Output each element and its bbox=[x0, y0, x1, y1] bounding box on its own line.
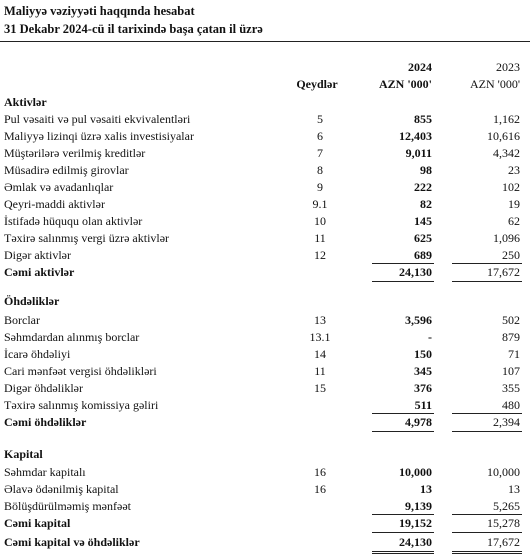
row-label: Digər aktivlər bbox=[4, 248, 71, 262]
row-value-2023: 5,265 bbox=[493, 499, 520, 513]
total-value-2024: 24,130 bbox=[399, 265, 432, 279]
row-note: 9 bbox=[317, 180, 323, 194]
row-value-2023: 879 bbox=[502, 330, 520, 344]
table-row bbox=[0, 398, 530, 415]
col-notes-header: Qeydlər bbox=[296, 77, 338, 91]
subtotal-rule bbox=[372, 532, 434, 533]
subtotal-rule bbox=[372, 514, 434, 515]
row-label: İcarə öhdəliyi bbox=[4, 347, 71, 361]
total-row bbox=[0, 265, 530, 282]
row-value-2023: 4,342 bbox=[493, 146, 520, 160]
row-note: 16 bbox=[314, 482, 326, 496]
grand-total-rule bbox=[452, 551, 522, 552]
row-value-2023: 102 bbox=[502, 180, 520, 194]
col-2024-unit: AZN '000' bbox=[378, 77, 432, 91]
row-value-2024: 13 bbox=[420, 482, 432, 496]
row-value-2023: 1,096 bbox=[493, 231, 520, 245]
total-label: Cəmi kapital bbox=[4, 516, 71, 530]
grand-total-rule bbox=[372, 553, 434, 554]
grand-total-rule bbox=[452, 553, 522, 554]
table-row bbox=[0, 482, 530, 499]
table-row bbox=[0, 499, 530, 516]
row-value-2024: 376 bbox=[414, 381, 432, 395]
subtotal-rule bbox=[452, 514, 522, 515]
col-2023-unit: AZN '000' bbox=[470, 77, 520, 91]
subtotal-rule bbox=[372, 263, 434, 264]
total-value-2023: 2,394 bbox=[493, 415, 520, 429]
row-note: 7 bbox=[317, 146, 323, 160]
grand-total-row bbox=[0, 535, 530, 552]
row-note: 13.1 bbox=[309, 330, 331, 344]
total-label: Cəmi aktivlər bbox=[4, 265, 75, 279]
row-value-2023: 10,000 bbox=[487, 465, 520, 479]
row-label: Bölüşdürülməmiş mənfəət bbox=[4, 499, 131, 513]
row-note: 5 bbox=[317, 112, 323, 126]
row-value-2023: 19 bbox=[508, 197, 520, 211]
row-value-2024: 222 bbox=[414, 180, 432, 194]
table-row bbox=[0, 231, 530, 248]
total-rule bbox=[452, 431, 522, 432]
row-value-2023: 23 bbox=[508, 163, 520, 177]
row-note: 11 bbox=[314, 231, 326, 245]
row-label: Təxirə salınmış vergi üzrə aktivlər bbox=[4, 231, 170, 245]
row-note: 15 bbox=[314, 381, 326, 395]
table-row bbox=[0, 129, 530, 146]
table-row bbox=[0, 364, 530, 381]
row-label: Səhmdar kapitalı bbox=[4, 465, 86, 479]
row-note: 8 bbox=[317, 163, 323, 177]
table-row bbox=[0, 214, 530, 231]
row-label: Əlavə ödənilmiş kapital bbox=[4, 482, 119, 496]
row-note: 9.1 bbox=[312, 197, 328, 211]
total-value-2023: 15,278 bbox=[487, 516, 520, 530]
grand-total-value-2023: 17,672 bbox=[487, 535, 520, 549]
row-value-2023: 1,162 bbox=[493, 112, 520, 126]
report-subtitle: 31 Dekabr 2024-cü il tarixində başa çatan il üzrə bbox=[4, 22, 263, 36]
row-value-2023: 502 bbox=[502, 313, 520, 327]
row-note: 13 bbox=[314, 313, 326, 327]
table-row bbox=[0, 163, 530, 180]
table-row bbox=[0, 197, 530, 214]
subtotal-rule bbox=[452, 263, 522, 264]
row-value-2023: 62 bbox=[508, 214, 520, 228]
report-title: Maliyyə vəziyyəti haqqında hesabat bbox=[4, 4, 195, 18]
table-row bbox=[0, 146, 530, 163]
row-label: Cari mənfəət vergisi öhdəlikləri bbox=[4, 364, 157, 378]
grand-total-value-2024: 24,130 bbox=[399, 535, 432, 549]
table-row bbox=[0, 347, 530, 364]
col-2023-year: 2023 bbox=[496, 60, 520, 74]
row-value-2024: 689 bbox=[414, 248, 432, 262]
table-row bbox=[0, 248, 530, 265]
capital-heading: Kapital bbox=[4, 447, 43, 461]
row-value-2024: - bbox=[428, 330, 432, 344]
row-note: 12 bbox=[314, 248, 326, 262]
row-note: 14 bbox=[314, 347, 326, 361]
total-rule bbox=[372, 431, 434, 432]
total-row bbox=[0, 516, 530, 533]
grand-total-label: Cəmi kapital və öhdəliklər bbox=[4, 535, 140, 549]
total-value-2024: 19,152 bbox=[399, 516, 432, 530]
row-value-2024: 10,000 bbox=[399, 465, 432, 479]
row-label: Borclar bbox=[4, 313, 40, 327]
total-value-2024: 4,978 bbox=[405, 415, 432, 429]
total-row bbox=[0, 415, 530, 432]
table-row bbox=[0, 330, 530, 347]
row-label: Səhmdardan alınmış borclar bbox=[4, 330, 140, 344]
row-value-2024: 345 bbox=[414, 364, 432, 378]
table-row bbox=[0, 313, 530, 330]
row-value-2024: 3,596 bbox=[405, 313, 432, 327]
table-row bbox=[0, 112, 530, 129]
col-2024-year: 2024 bbox=[408, 60, 432, 74]
row-value-2023: 355 bbox=[502, 381, 520, 395]
row-note: 16 bbox=[314, 465, 326, 479]
total-rule bbox=[452, 281, 522, 282]
row-label: Təxirə salınmış komissiya gəliri bbox=[4, 398, 159, 412]
row-note: 10 bbox=[314, 214, 326, 228]
row-value-2023: 250 bbox=[502, 248, 520, 262]
row-value-2024: 625 bbox=[414, 231, 432, 245]
subtotal-rule bbox=[452, 532, 522, 533]
row-value-2023: 480 bbox=[502, 398, 520, 412]
row-value-2023: 107 bbox=[502, 364, 520, 378]
row-label: Müsadirə edilmiş girovlar bbox=[4, 163, 129, 177]
table-row bbox=[0, 465, 530, 482]
row-label: Qeyri-maddi aktivlər bbox=[4, 197, 105, 211]
row-label: Pul vəsaiti və pul vəsaiti ekvivalentləri bbox=[4, 112, 191, 126]
row-value-2023: 71 bbox=[508, 347, 520, 361]
row-value-2024: 150 bbox=[414, 347, 432, 361]
row-value-2023: 10,616 bbox=[487, 129, 520, 143]
row-label: Əmlak və avadanlıqlar bbox=[4, 180, 114, 194]
row-value-2024: 855 bbox=[414, 112, 432, 126]
total-label: Cəmi öhdəliklər bbox=[4, 415, 87, 429]
table-row bbox=[0, 381, 530, 398]
row-note: 6 bbox=[317, 129, 323, 143]
row-value-2024: 82 bbox=[420, 197, 432, 211]
row-value-2024: 98 bbox=[420, 163, 432, 177]
assets-heading: Aktivlər bbox=[4, 95, 47, 109]
total-rule bbox=[372, 281, 434, 282]
liabilities-heading: Öhdəliklər bbox=[4, 294, 60, 308]
row-value-2024: 511 bbox=[414, 398, 432, 412]
table-row bbox=[0, 180, 530, 197]
row-label: Müştərilərə verilmiş kreditlər bbox=[4, 146, 146, 160]
row-value-2023: 13 bbox=[508, 482, 520, 496]
row-note: 11 bbox=[314, 364, 326, 378]
row-label: Digər öhdəliklər bbox=[4, 381, 83, 395]
total-value-2023: 17,672 bbox=[487, 265, 520, 279]
row-value-2024: 12,403 bbox=[399, 129, 432, 143]
row-value-2024: 9,139 bbox=[405, 499, 432, 513]
subtotal-rule bbox=[452, 413, 522, 414]
header-rule bbox=[0, 41, 530, 42]
row-label: İstifadə hüququ olan aktivlər bbox=[4, 214, 143, 228]
row-label: Maliyyə lizinqi üzrə xalis investisiyalar bbox=[4, 129, 194, 143]
row-value-2024: 145 bbox=[414, 214, 432, 228]
subtotal-rule bbox=[372, 413, 434, 414]
grand-total-rule bbox=[372, 551, 434, 552]
row-value-2024: 9,011 bbox=[405, 146, 432, 160]
